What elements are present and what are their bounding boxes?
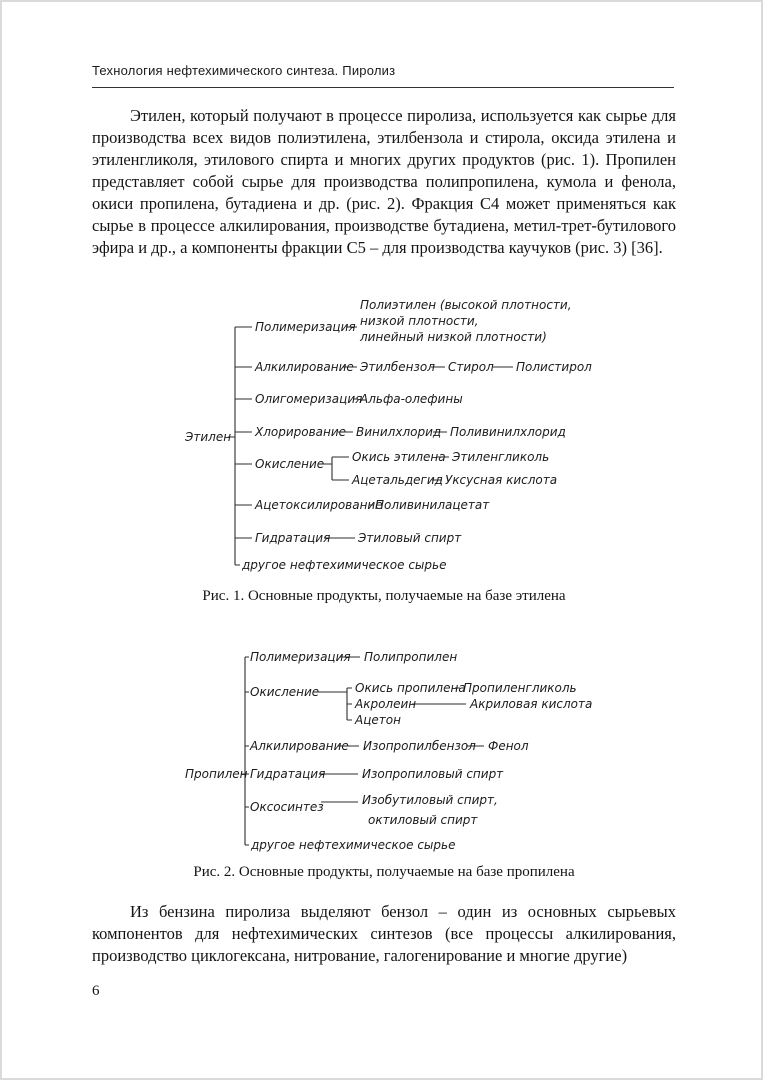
header-rule: [92, 87, 674, 88]
fig2-branch-1-label: Окисление: [250, 685, 320, 699]
running-header: Технология нефтехимического синтеза. Пиролиз: [92, 63, 396, 78]
fig2-product-4-1: октиловый спирт: [368, 813, 478, 827]
fig1-product-1-0: Этилбензол: [360, 360, 435, 374]
fig1-product-2-0: Альфа-олефины: [360, 392, 463, 406]
fig1-product-4-0: Окись этилена: [352, 450, 446, 464]
fig2-product-1-0: Окись пропилена: [355, 681, 466, 695]
fig1-product-1-2: Полистирол: [516, 360, 592, 374]
fig1-product-0-0: Полиэтилен (высокой плотности,: [360, 298, 572, 312]
fig2-product-2-1: Фенол: [488, 739, 529, 753]
fig2-product-1-2: Акролеин: [355, 697, 417, 711]
fig2-connector-lines: [2, 647, 763, 862]
fig1-branch-7-label: другое нефтехимическое сырье: [242, 558, 447, 572]
figure-2-caption: Рис. 2. Основные продукты, получаемые на базе пропилена: [193, 864, 575, 880]
fig1-product-4-3: Уксусная кислота: [445, 473, 558, 487]
fig1-branch-5-label: Ацетоксилирование: [255, 498, 383, 512]
fig2-product-1-1: Пропиленгликоль: [463, 681, 577, 695]
page-number: 6: [92, 983, 100, 999]
fig2-branch-2-label: Алкилирование: [250, 739, 349, 753]
fig1-branch-0-label: Полимеризация: [255, 320, 356, 334]
fig1-product-4-1: Этиленгликоль: [452, 450, 550, 464]
fig1-product-0-1: низкой плотности,: [360, 314, 479, 328]
fig1-branch-2-label: Олигомеризация: [255, 392, 363, 406]
fig2-product-1-4: Ацетон: [355, 713, 401, 727]
fig1-product-4-2: Ацетальдегид: [352, 473, 443, 487]
fig2-branch-0-label: Полимеризация: [250, 650, 351, 664]
fig1-product-0-2: линейный низкой плотности): [360, 330, 547, 344]
fig2-branch-4-label: Оксосинтез: [250, 800, 324, 814]
fig1-product-3-0: Винилхлорид: [356, 425, 442, 439]
fig1-branch-4-label: Окисление: [255, 457, 325, 471]
fig1-branch-6-label: Гидратация: [255, 531, 331, 545]
fig2-product-3-0: Изопропиловый спирт: [362, 767, 504, 781]
fig1-product-3-1: Поливинилхлорид: [450, 425, 566, 439]
intro-paragraph: Этилен, который получают в процессе пиролиза, используется как сырье для производства всех видов полиэтилена, этилбензола и стирола, оксида этилена и этиленгликоля, этилового спирта и многих других продуктов (рис. 1). Пропилен представляет собой сырье для производства полипропилена, кумола и фенола, окиси пропилена, бутадиена и др. (рис. 2). Фракция С4 может применяться как сырье в процессе алкилирования, производстве бутадиена, метил-трет-бутилового эфира и др., а компоненты фракции С5 – для производства каучуков (рис. 3) [36].: [92, 106, 676, 257]
figure-1-caption: Рис. 1. Основные продукты, получаемые на базе этилена: [202, 588, 566, 604]
fig1-product-1-1: Стирол: [448, 360, 494, 374]
benzene-paragraph: Из бензина пиролиза выделяют бензол – один из основных сырьевых компонентов для нефтехимических синтезов (все процессы алкилирования, производство циклогексана, нитрование, галогенирование и многие другие): [92, 902, 676, 965]
fig1-product-5-0: Поливинилацетат: [375, 498, 490, 512]
fig2-product-0-0: Полипропилен: [364, 650, 458, 664]
fig2-product-2-0: Изопропилбензол: [363, 739, 476, 753]
fig1-product-6-0: Этиловый спирт: [358, 531, 462, 545]
fig2-product-1-3: Акриловая кислота: [470, 697, 593, 711]
fig1-root-label: Этилен: [185, 430, 232, 444]
fig1-branch-3-label: Хлорирование: [255, 425, 347, 439]
fig2-root-label: Пропилен: [185, 767, 248, 781]
fig1-branch-1-label: Алкилирование: [255, 360, 354, 374]
fig2-product-4-0: Изобутиловый спирт,: [362, 793, 498, 807]
fig2-branch-5-label: другое нефтехимическое сырье: [251, 838, 456, 852]
figure-2-diagram: [2, 647, 763, 862]
figure-1-diagram: [2, 295, 763, 585]
fig2-branch-3-label: Гидратация: [250, 767, 326, 781]
